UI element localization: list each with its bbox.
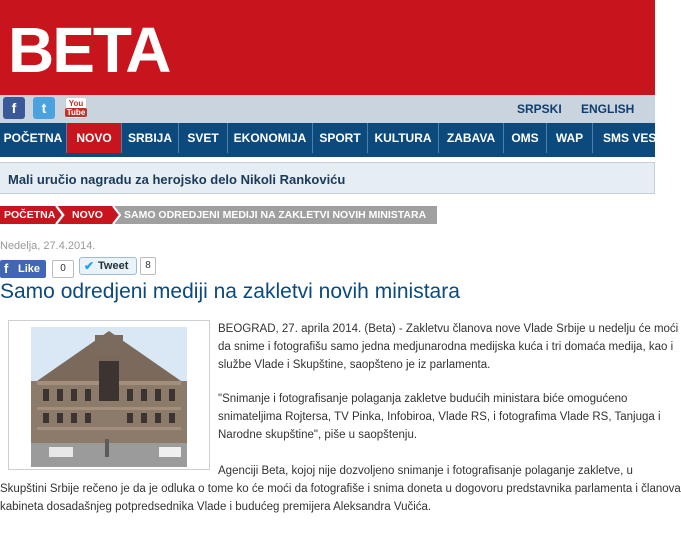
nav-item-oms[interactable]: OMS xyxy=(504,123,547,153)
article-paragraph-2 xyxy=(218,390,661,444)
article-paragraph-3a xyxy=(218,462,633,480)
beta-logo[interactable] xyxy=(8,14,170,86)
article-photo[interactable] xyxy=(8,320,210,470)
nav-item-pocetna[interactable]: POČETNA xyxy=(0,123,67,153)
text-line: službe Vlade i Skupštine, saopšteno je iz parlamenta. xyxy=(218,359,491,371)
nav-item-kultura[interactable]: KULTURA xyxy=(368,123,439,153)
nav-item-novo[interactable]: NOVO xyxy=(67,123,122,153)
main-nav xyxy=(0,123,664,153)
nav-item-sport[interactable]: SPORT xyxy=(313,123,368,153)
text-line: snimateljima Rojtersa, TV Pinka, Infobiroa, Vlade RS, i fotografima Vlade RS, Tanjuga i xyxy=(218,411,661,423)
nav-underline xyxy=(0,153,655,157)
government-building-image xyxy=(9,321,209,469)
facebook-small-icon: f xyxy=(4,261,9,276)
like-label: Like xyxy=(18,263,41,275)
nav-item-srbija[interactable]: SRBIJA xyxy=(122,123,179,153)
lang-english[interactable]: ENGLISH xyxy=(581,102,635,116)
article-paragraph-3b xyxy=(0,480,681,516)
nav-item-sms-vest[interactable]: SMS VEST xyxy=(603,131,664,145)
tweet-label: Tweet xyxy=(98,260,129,272)
article-date: Nedelja, 27.4.2014. xyxy=(0,240,96,252)
youtube-icon[interactable]: You Tube xyxy=(66,99,86,117)
nav-item-ekonomija[interactable]: EKONOMIJA xyxy=(228,123,313,153)
text-line: Narodne skupštine", piše u saopštenju. xyxy=(218,429,418,441)
social-language-bar xyxy=(0,95,655,123)
article-paragraph-1 xyxy=(218,320,678,374)
facebook-icon[interactable]: f xyxy=(3,97,25,119)
breadcrumb-novo[interactable]: NOVO xyxy=(72,209,103,221)
headline-ticker xyxy=(0,162,655,194)
like-count: 0 xyxy=(52,260,74,278)
text-line: Agenciji Beta, kojoj nije dozvoljeno snimanje i fotografisanje polaganje zakletve, u xyxy=(218,465,633,477)
facebook-like-button[interactable] xyxy=(0,260,46,278)
text-line: kabineta dosadašnjeg potpredsednika Vlade i budućeg premijera Aleksandra Vučića. xyxy=(0,501,432,513)
text-line: BEOGRAD, 27. aprila 2014. (Beta) - Zakletvu članova nove Vlade Srbije u nedelju će moći xyxy=(218,323,679,335)
breadcrumb-current: SAMO ODREDJENI MEDIJI NA ZAKLETVI NOVIH MINISTARA xyxy=(124,209,427,221)
breadcrumb-pocetna[interactable]: POČETNA xyxy=(4,209,56,221)
tweet-count: 8 xyxy=(140,257,156,275)
nav-item-wap[interactable]: WAP xyxy=(547,123,593,153)
breadcrumb xyxy=(0,206,437,224)
nav-item-zabava[interactable]: ZABAVA xyxy=(439,123,504,153)
text-line: Skupštini Srbije rečeno je da je odluka o tome ko će moći da fotografiše i snima doneta u dogovoru predstavnika parlamenta i članova xyxy=(0,483,681,495)
article-title: Samo odredjeni mediji na zakletvi novih ministara xyxy=(0,280,460,303)
site-header xyxy=(0,0,655,95)
logo-text: BETA xyxy=(8,14,170,86)
nav-item-svet[interactable]: SVET xyxy=(179,123,228,153)
headline-ticker-link[interactable]: Mali uručio nagradu za herojsko delo Nikoli Rankoviću xyxy=(8,172,346,187)
lang-srpski[interactable]: SRPSKI xyxy=(517,102,562,116)
tweet-button[interactable] xyxy=(79,257,137,275)
twitter-icon[interactable]: t xyxy=(33,97,55,119)
text-line: da snime i fotografišu samo jedna medjunarodna medijska kuća i tri domaća medija, kao i xyxy=(218,341,674,353)
twitter-bird-icon: ✔ xyxy=(84,259,95,273)
text-line: "Snimanje i fotografisanje polaganja zakletve budućih ministara biće omogućeno xyxy=(218,393,628,405)
